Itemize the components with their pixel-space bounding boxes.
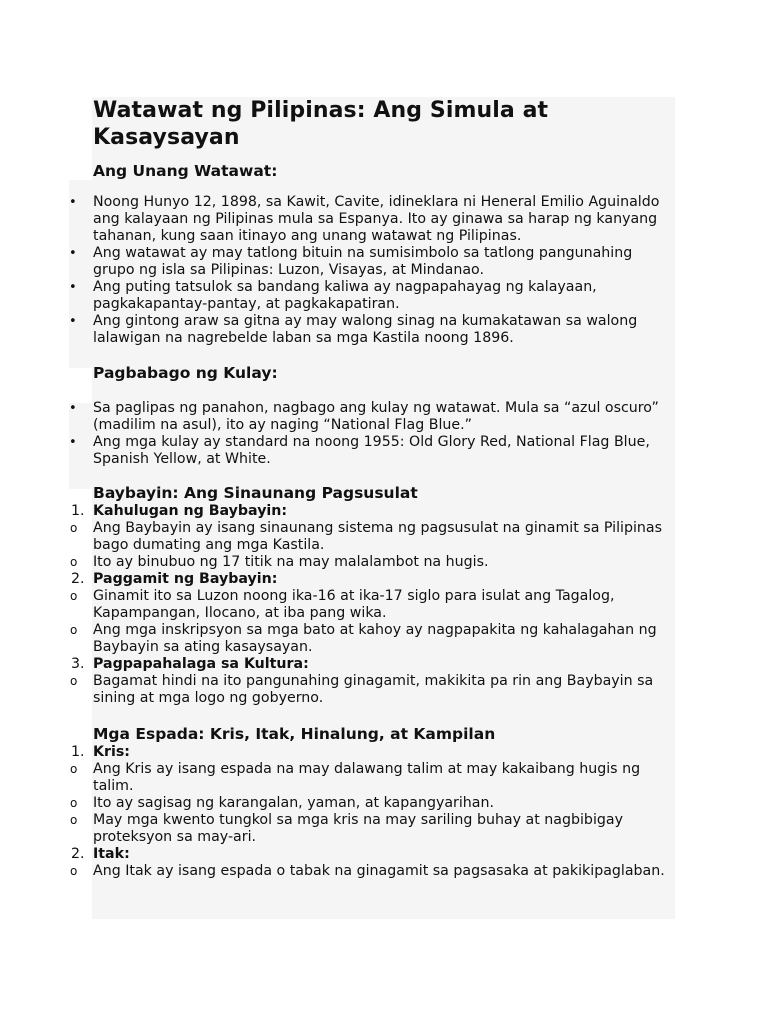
bullet-marker: • <box>69 195 77 210</box>
number-marker: 1. <box>71 503 85 519</box>
list-item: • Ang watawat ay may tatlong bituin na sumisimbolo sa tatlong pangunahing grupo ng isla sa Pilipinas: Luzon, Visayas, at Mindanao. <box>69 245 633 278</box>
numbered-item: 2. Paggamit ng Baybayin: <box>71 571 278 587</box>
bullet-marker: • <box>69 435 77 450</box>
numbered-item: 1. Kahulugan ng Baybayin: <box>71 503 288 519</box>
sub-bullet-marker: o <box>70 762 78 776</box>
sub-list-item: o Ito ay binubuo ng 17 titik na may malalambot na hugis. <box>70 554 489 570</box>
sub-bullet-marker: o <box>70 674 78 688</box>
list-item: • Sa paglipas ng panahon, nagbago ang kulay ng watawat. Mula sa “azul oscuro” (madilim na asul), ito ay naging “National Flag Blue.” <box>69 400 659 433</box>
sub-bullet-marker: o <box>70 813 78 827</box>
sub-list-item: o Ginamit ito sa Luzon noong ika-16 at ika-17 siglo para isulat ang Tagalog, Kapampangan, Ilocano, at iba pang wika. <box>70 588 615 621</box>
numbered-item: 2. Itak: <box>71 846 130 862</box>
sub-bullet-marker: o <box>70 864 78 878</box>
bullet-marker: • <box>69 246 77 261</box>
document-body <box>69 97 673 880</box>
bullet-marker: • <box>69 280 77 295</box>
sub-bullet-marker: o <box>70 555 78 569</box>
sub-list-item: o Bagamat hindi na ito pangunahing ginagamit, makikita pa rin ang Baybayin sa sining at mga logo ng gobyerno. <box>70 673 654 706</box>
sub-list-item: o Ang Baybayin ay isang sinaunang sistema ng pagsusulat na ginamit sa Pilipinas bago dumating ang mga Kastila. <box>70 520 662 553</box>
page-title: Watawat ng Pilipinas: Ang Simula at Kasaysayan <box>93 98 549 150</box>
section-heading-baybayin: Baybayin: Ang Sinaunang Pagsusulat <box>93 484 418 502</box>
number-marker: 2. <box>71 571 85 587</box>
numbered-item: 1. Kris: <box>71 744 130 760</box>
numbered-list-mga-espada <box>70 744 673 880</box>
sub-list-item: o May mga kwento tungkol sa mga kris na may sariling buhay at nagbibigay proteksyon sa may-ari. <box>70 812 623 845</box>
section-heading-mga-espada: Mga Espada: Kris, Itak, Hinalung, at Kampilan <box>93 725 496 743</box>
number-marker: 1. <box>71 744 85 760</box>
number-marker: 2. <box>71 846 85 862</box>
section-heading-unang-watawat: Ang Unang Watawat: <box>93 162 278 180</box>
numbered-list-baybayin <box>70 503 673 707</box>
bullet-list-pagbabago-ng-kulay <box>69 400 673 468</box>
sub-list-item: o Ang Itak ay isang espada o tabak na ginagamit sa pagsasaka at pakikipaglaban. <box>70 863 665 879</box>
sub-bullet-marker: o <box>70 796 78 810</box>
numbered-item: 3. Pagpapahalaga sa Kultura: <box>71 656 309 672</box>
bullet-marker: • <box>69 314 77 329</box>
list-item: • Ang gintong araw sa gitna ay may walong sinag na kumakatawan sa walong lalawigan na nagrebelde laban sa mga Kastila noong 1896. <box>69 313 638 346</box>
sub-bullet-marker: o <box>70 623 78 637</box>
list-item: • Ang puting tatsulok sa bandang kaliwa ay nagpapahayag ng kalayaan, pagkakapantay-pantay, at pagkakapatiran. <box>69 279 597 312</box>
sub-list-item: o Ang Kris ay isang espada na may dalawang talim at may kakaibang hugis ng talim. <box>70 761 641 794</box>
number-marker: 3. <box>71 656 85 672</box>
sub-list-item: o Ito ay sagisag ng karangalan, yaman, at kapangyarihan. <box>70 795 494 811</box>
sub-list-item: o Ang mga inskripsyon sa mga bato at kahoy ay nagpapakita ng kahalagahan ng Baybayin sa ating kasaysayan. <box>70 622 657 655</box>
bullet-list-unang-watawat <box>69 194 673 347</box>
sub-bullet-marker: o <box>70 521 78 535</box>
sub-bullet-marker: o <box>70 589 78 603</box>
list-item: • Noong Hunyo 12, 1898, sa Kawit, Cavite, idineklara ni Heneral Emilio Aguinaldo ang kalayaan ng Pilipinas mula sa Espanya. Ito ay ginawa sa harap ng kanyang tahanan, kung saan itinayo ang unang watawat ng Pilipinas. <box>69 194 660 244</box>
bullet-marker: • <box>69 401 77 416</box>
list-item: • Ang mga kulay ay standard na noong 1955: Old Glory Red, National Flag Blue, Spanish Yellow, at White. <box>69 434 650 467</box>
section-heading-pagbabago-ng-kulay: Pagbabago ng Kulay: <box>93 364 278 382</box>
